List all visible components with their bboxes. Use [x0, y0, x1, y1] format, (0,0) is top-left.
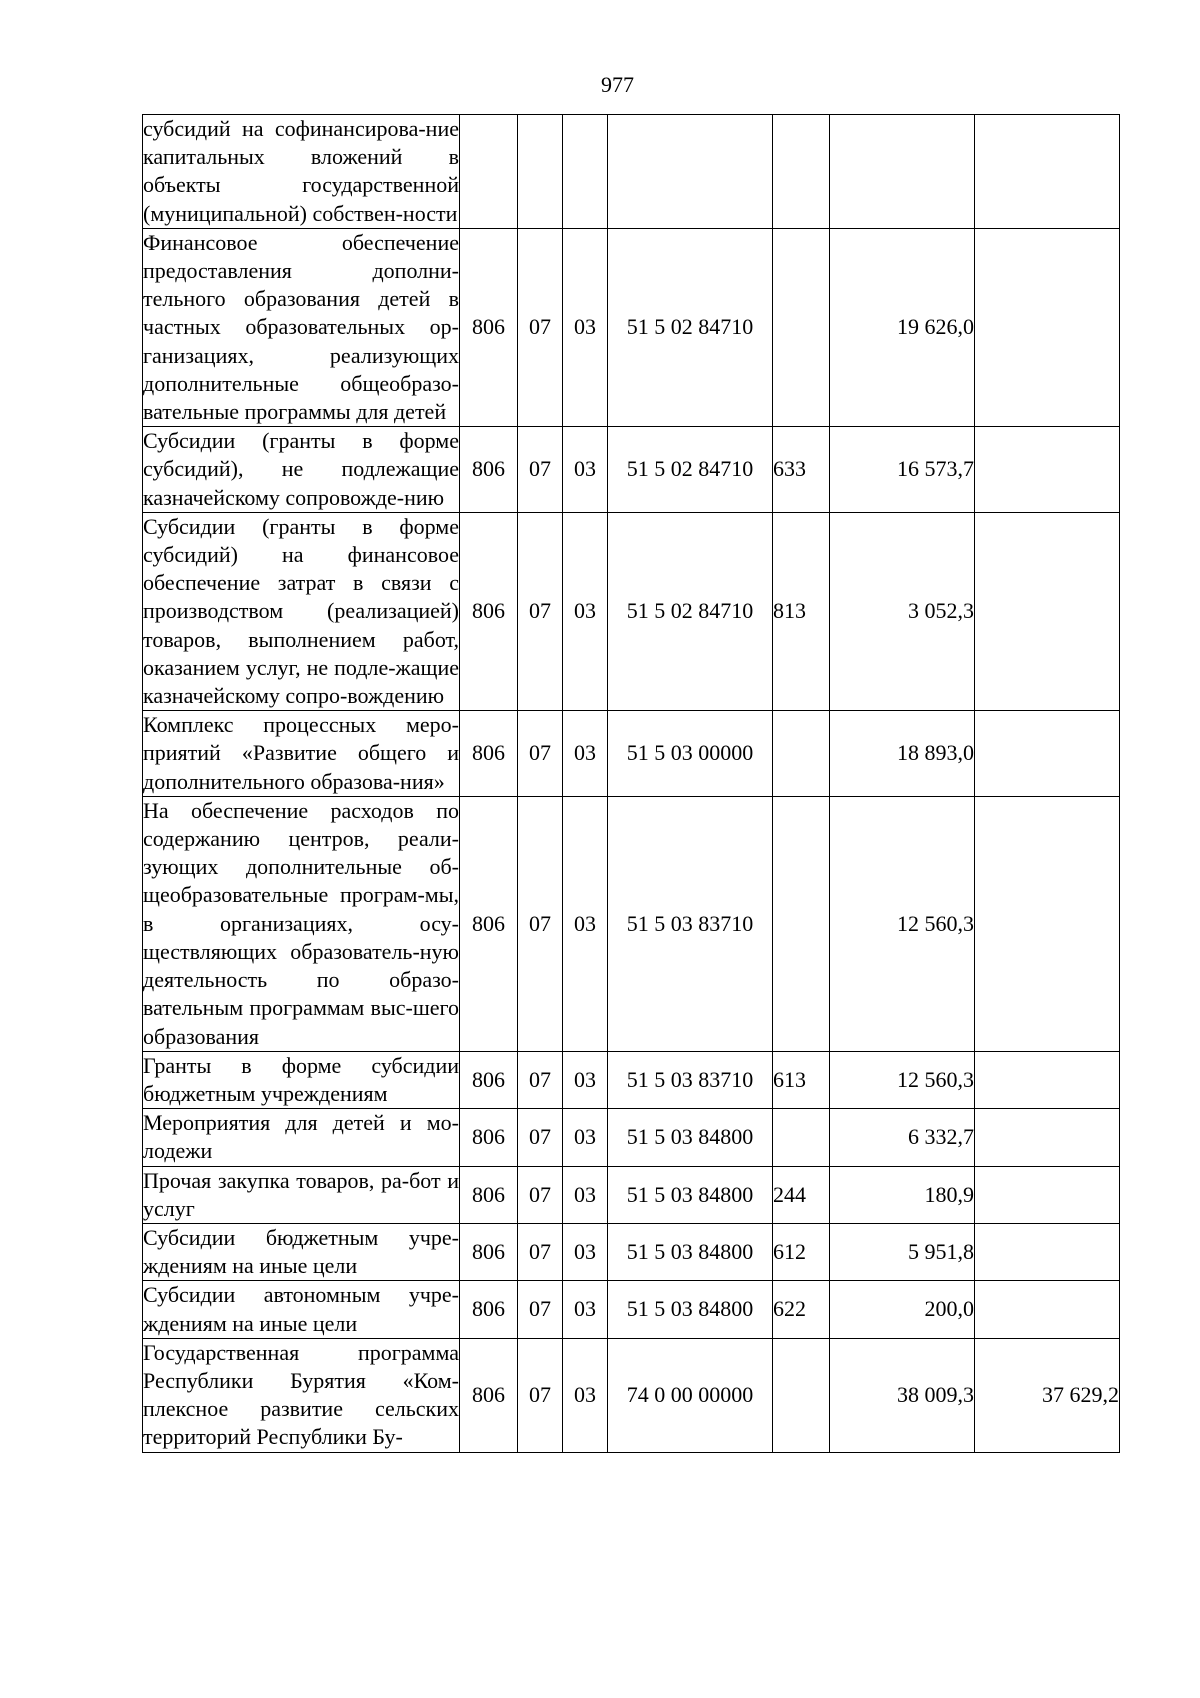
section-code: 07 [518, 512, 563, 710]
amount-2 [975, 1223, 1120, 1280]
subsection-code: 03 [563, 1109, 608, 1166]
amount-1: 16 573,7 [830, 427, 975, 513]
target-article-code: 51 5 03 83710 [608, 1051, 773, 1108]
table-row [143, 1109, 1120, 1166]
row-name: Прочая закупка товаров, ра-бот и услуг [143, 1166, 460, 1223]
expense-type-code [773, 228, 830, 426]
amount-2: 37 629,2 [975, 1338, 1120, 1452]
section-code: 07 [518, 228, 563, 426]
expense-type-code [773, 1109, 830, 1166]
table-row [143, 512, 1120, 710]
section-code: 07 [518, 1166, 563, 1223]
ministry-code: 806 [460, 1166, 518, 1223]
subsection-code: 03 [563, 796, 608, 1051]
row-name: Финансовое обеспечение предоставления дополни-тельного образования детей в частных образовательных ор-ганизациях, реализующих дополнительные общеобразо-вательные программы для детей [143, 228, 460, 426]
ministry-code: 806 [460, 427, 518, 513]
amount-2 [975, 796, 1120, 1051]
amount-2 [975, 1109, 1120, 1166]
section-code: 07 [518, 1338, 563, 1452]
table-row [143, 1338, 1120, 1452]
row-name: Комплекс процессных меро-приятий «Развитие общего и дополнительного образова-ния» [143, 711, 460, 797]
expense-type-code [773, 711, 830, 797]
section-code: 07 [518, 427, 563, 513]
target-article-code [608, 115, 773, 229]
subsection-code: 03 [563, 228, 608, 426]
amount-1: 3 052,3 [830, 512, 975, 710]
expense-type-code [773, 796, 830, 1051]
expense-type-code: 612 [773, 1223, 830, 1280]
subsection-code: 03 [563, 1051, 608, 1108]
expense-type-code: 613 [773, 1051, 830, 1108]
amount-1: 6 332,7 [830, 1109, 975, 1166]
ministry-code: 806 [460, 796, 518, 1051]
table-row [143, 115, 1120, 229]
amount-2 [975, 1051, 1120, 1108]
target-article-code: 51 5 02 84710 [608, 228, 773, 426]
amount-2 [975, 115, 1120, 229]
page-number: 977 [601, 72, 634, 97]
target-article-code: 51 5 02 84710 [608, 427, 773, 513]
expense-type-code [773, 1338, 830, 1452]
amount-1: 12 560,3 [830, 796, 975, 1051]
ministry-code [460, 115, 518, 229]
budget-table [142, 114, 1120, 1453]
row-name: Субсидии (гранты в форме субсидий), не подлежащие казначейскому сопровожде-нию [143, 427, 460, 513]
target-article-code: 51 5 02 84710 [608, 512, 773, 710]
row-name: субсидий на софинансирова-ние капитальных вложений в объекты государственной (муниципальной) собствен-ности [143, 115, 460, 229]
section-code [518, 115, 563, 229]
ministry-code: 806 [460, 711, 518, 797]
row-name: Государственная программа Республики Бурятия «Ком-плексное развитие сельских территорий Республики Бу- [143, 1338, 460, 1452]
target-article-code: 51 5 03 84800 [608, 1223, 773, 1280]
amount-1: 19 626,0 [830, 228, 975, 426]
ministry-code: 806 [460, 1051, 518, 1108]
amount-1: 180,9 [830, 1166, 975, 1223]
expense-type-code: 244 [773, 1166, 830, 1223]
amount-1: 38 009,3 [830, 1338, 975, 1452]
subsection-code [563, 115, 608, 229]
amount-2 [975, 711, 1120, 797]
section-code: 07 [518, 796, 563, 1051]
ministry-code: 806 [460, 1338, 518, 1452]
subsection-code: 03 [563, 711, 608, 797]
table-row [143, 796, 1120, 1051]
target-article-code: 51 5 03 84800 [608, 1166, 773, 1223]
amount-1: 5 951,8 [830, 1223, 975, 1280]
section-code: 07 [518, 1281, 563, 1338]
table-row [143, 1223, 1120, 1280]
table-row [143, 1166, 1120, 1223]
section-code: 07 [518, 1109, 563, 1166]
table-row [143, 228, 1120, 426]
expense-type-code: 813 [773, 512, 830, 710]
ministry-code: 806 [460, 1281, 518, 1338]
amount-1: 200,0 [830, 1281, 975, 1338]
amount-2 [975, 228, 1120, 426]
table-row [143, 1281, 1120, 1338]
ministry-code: 806 [460, 1223, 518, 1280]
amount-1: 12 560,3 [830, 1051, 975, 1108]
subsection-code: 03 [563, 427, 608, 513]
subsection-code: 03 [563, 1166, 608, 1223]
amount-2 [975, 1281, 1120, 1338]
amount-2 [975, 427, 1120, 513]
subsection-code: 03 [563, 1281, 608, 1338]
subsection-code: 03 [563, 1338, 608, 1452]
section-code: 07 [518, 1223, 563, 1280]
expense-type-code: 622 [773, 1281, 830, 1338]
target-article-code: 51 5 03 83710 [608, 796, 773, 1051]
subsection-code: 03 [563, 512, 608, 710]
section-code: 07 [518, 711, 563, 797]
table-row [143, 427, 1120, 513]
section-code: 07 [518, 1051, 563, 1108]
row-name: На обеспечение расходов по содержанию центров, реали-зующих дополнительные об-щеобразовательные програм-мы, в организациях, осу-ществляющих образователь-ную деятельность по образо-вательным программам выс-шего образования [143, 796, 460, 1051]
table-row [143, 1051, 1120, 1108]
table-row [143, 711, 1120, 797]
ministry-code: 806 [460, 1109, 518, 1166]
row-name: Субсидии (гранты в форме субсидий) на финансовое обеспечение затрат в связи с производством (реализацией) товаров, выполнением работ, оказанием услуг, не подле-жащие казначейскому сопро-вождению [143, 512, 460, 710]
row-name: Мероприятия для детей и мо-лодежи [143, 1109, 460, 1166]
row-name: Субсидии автономным учре-ждениям на иные цели [143, 1281, 460, 1338]
row-name: Субсидии бюджетным учре-ждениям на иные цели [143, 1223, 460, 1280]
target-article-code: 74 0 00 00000 [608, 1338, 773, 1452]
expense-type-code [773, 115, 830, 229]
target-article-code: 51 5 03 00000 [608, 711, 773, 797]
target-article-code: 51 5 03 84800 [608, 1281, 773, 1338]
amount-1 [830, 115, 975, 229]
amount-2 [975, 512, 1120, 710]
expense-type-code: 633 [773, 427, 830, 513]
ministry-code: 806 [460, 228, 518, 426]
target-article-code: 51 5 03 84800 [608, 1109, 773, 1166]
amount-2 [975, 1166, 1120, 1223]
ministry-code: 806 [460, 512, 518, 710]
row-name: Гранты в форме субсидии бюджетным учреждениям [143, 1051, 460, 1108]
amount-1: 18 893,0 [830, 711, 975, 797]
subsection-code: 03 [563, 1223, 608, 1280]
